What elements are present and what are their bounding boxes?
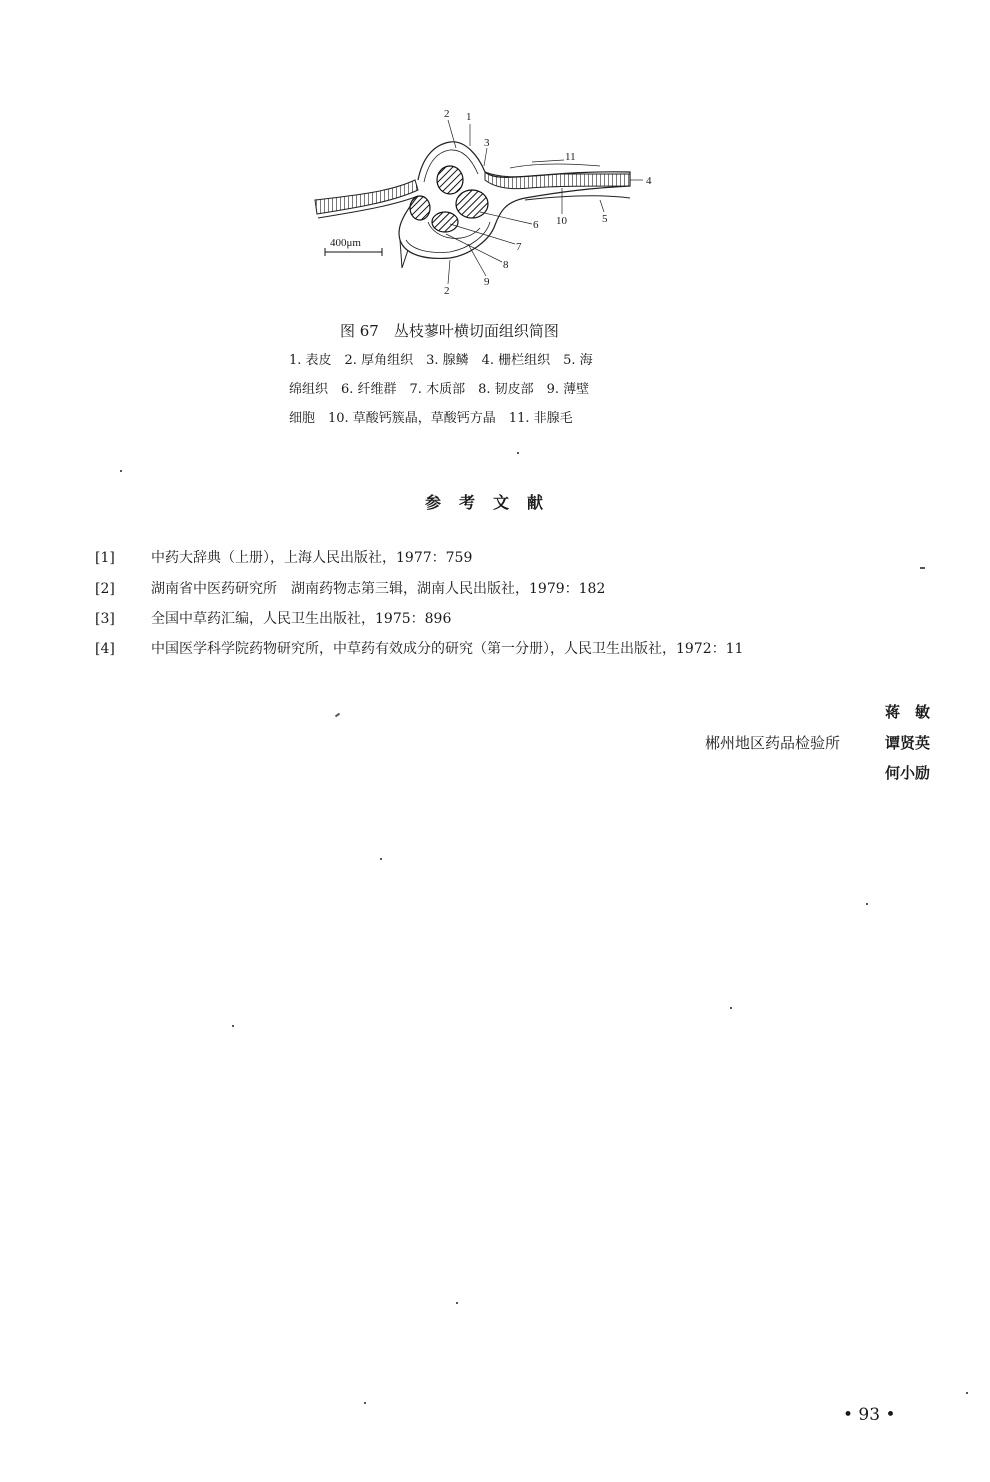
scan-speck xyxy=(364,1402,366,1404)
figure-caption: 图 67 丛枝蓼叶横切面组织简图 xyxy=(340,322,559,340)
scan-speck xyxy=(335,713,340,718)
cross-section-diagram xyxy=(300,100,680,310)
scan-speck xyxy=(866,903,868,905)
author-institution: 郴州地区药品检验所 xyxy=(704,734,840,752)
reference-number: [4] xyxy=(95,641,115,657)
fig-label-4: 4 xyxy=(646,175,652,187)
scan-speck xyxy=(517,452,519,454)
right-palisade-band xyxy=(485,172,630,189)
figure-legend-line-1: 1. 表皮 2. 厚角组织 3. 腺鳞 4. 栅栏组织 5. 海 xyxy=(289,353,593,368)
page-number: • 93 • xyxy=(843,1405,896,1425)
author-name: 蒋 敏 xyxy=(884,703,930,721)
scan-speck xyxy=(380,858,382,860)
reference-item xyxy=(95,547,915,569)
scan-speck xyxy=(232,1025,234,1027)
reference-text: 中国医学科学院药物研究所，中草药有效成分的研究（第一分册），人民卫生出版社，1972：11 xyxy=(151,641,744,657)
right-lower-epidermis xyxy=(525,196,630,200)
scan-speck xyxy=(120,470,122,472)
fig-label-2-bottom: 2 xyxy=(444,285,450,297)
fiber-bundle-left xyxy=(410,196,430,220)
author-name: 谭贤英 xyxy=(884,734,930,752)
leaf-cross-section-figure xyxy=(300,100,680,310)
right-upper-epidermis xyxy=(510,164,600,168)
fig-label-3: 3 xyxy=(484,137,490,149)
reference-item xyxy=(95,608,915,630)
reference-number: [2] xyxy=(95,581,115,597)
fig-label-8: 8 xyxy=(503,259,509,271)
scan-speck xyxy=(966,1392,968,1394)
scale-bar-label: 400μm xyxy=(330,237,361,249)
fiber-bundle-right xyxy=(456,190,488,218)
reference-item xyxy=(95,578,915,600)
reference-text: 湖南省中医药研究所 湖南药物志第三辑，湖南人民出版社，1979：182 xyxy=(151,581,606,597)
fig-label-10: 10 xyxy=(556,215,567,227)
reference-text: 中药大辞典（上册），上海人民出版社，1977：759 xyxy=(151,550,473,566)
reference-number: [3] xyxy=(95,611,115,627)
fig-label-6: 6 xyxy=(533,219,539,231)
reference-number: [1] xyxy=(95,550,115,566)
figure-legend-line-2: 绵组织 6. 纤维群 7. 木质部 8. 韧皮部 9. 薄壁 xyxy=(289,382,590,397)
scan-speck xyxy=(730,1007,732,1009)
figure-legend-line-3: 细胞 10. 草酸钙簇晶，草酸钙方晶 11. 非腺毛 xyxy=(289,411,573,426)
midrib-lower-tail xyxy=(400,240,408,268)
reference-text: 全国中草药汇编，人民卫生出版社，1975：896 xyxy=(151,611,452,627)
fig-label-2-top: 2 xyxy=(444,108,450,120)
reference-item xyxy=(95,638,915,660)
fig-label-1: 1 xyxy=(466,111,472,123)
fig-label-7: 7 xyxy=(516,241,522,253)
fiber-bundle-upper xyxy=(437,166,463,194)
fig-label-5: 5 xyxy=(602,213,608,225)
author-name: 何小励 xyxy=(884,764,930,782)
references-heading: 参考文献 xyxy=(425,493,562,512)
scan-speck xyxy=(920,567,925,569)
xylem-bundle xyxy=(432,212,458,232)
scan-speck xyxy=(456,1302,458,1304)
fig-label-9: 9 xyxy=(484,276,490,288)
left-palisade-band xyxy=(315,180,418,214)
fig-label-11: 11 xyxy=(565,151,576,163)
